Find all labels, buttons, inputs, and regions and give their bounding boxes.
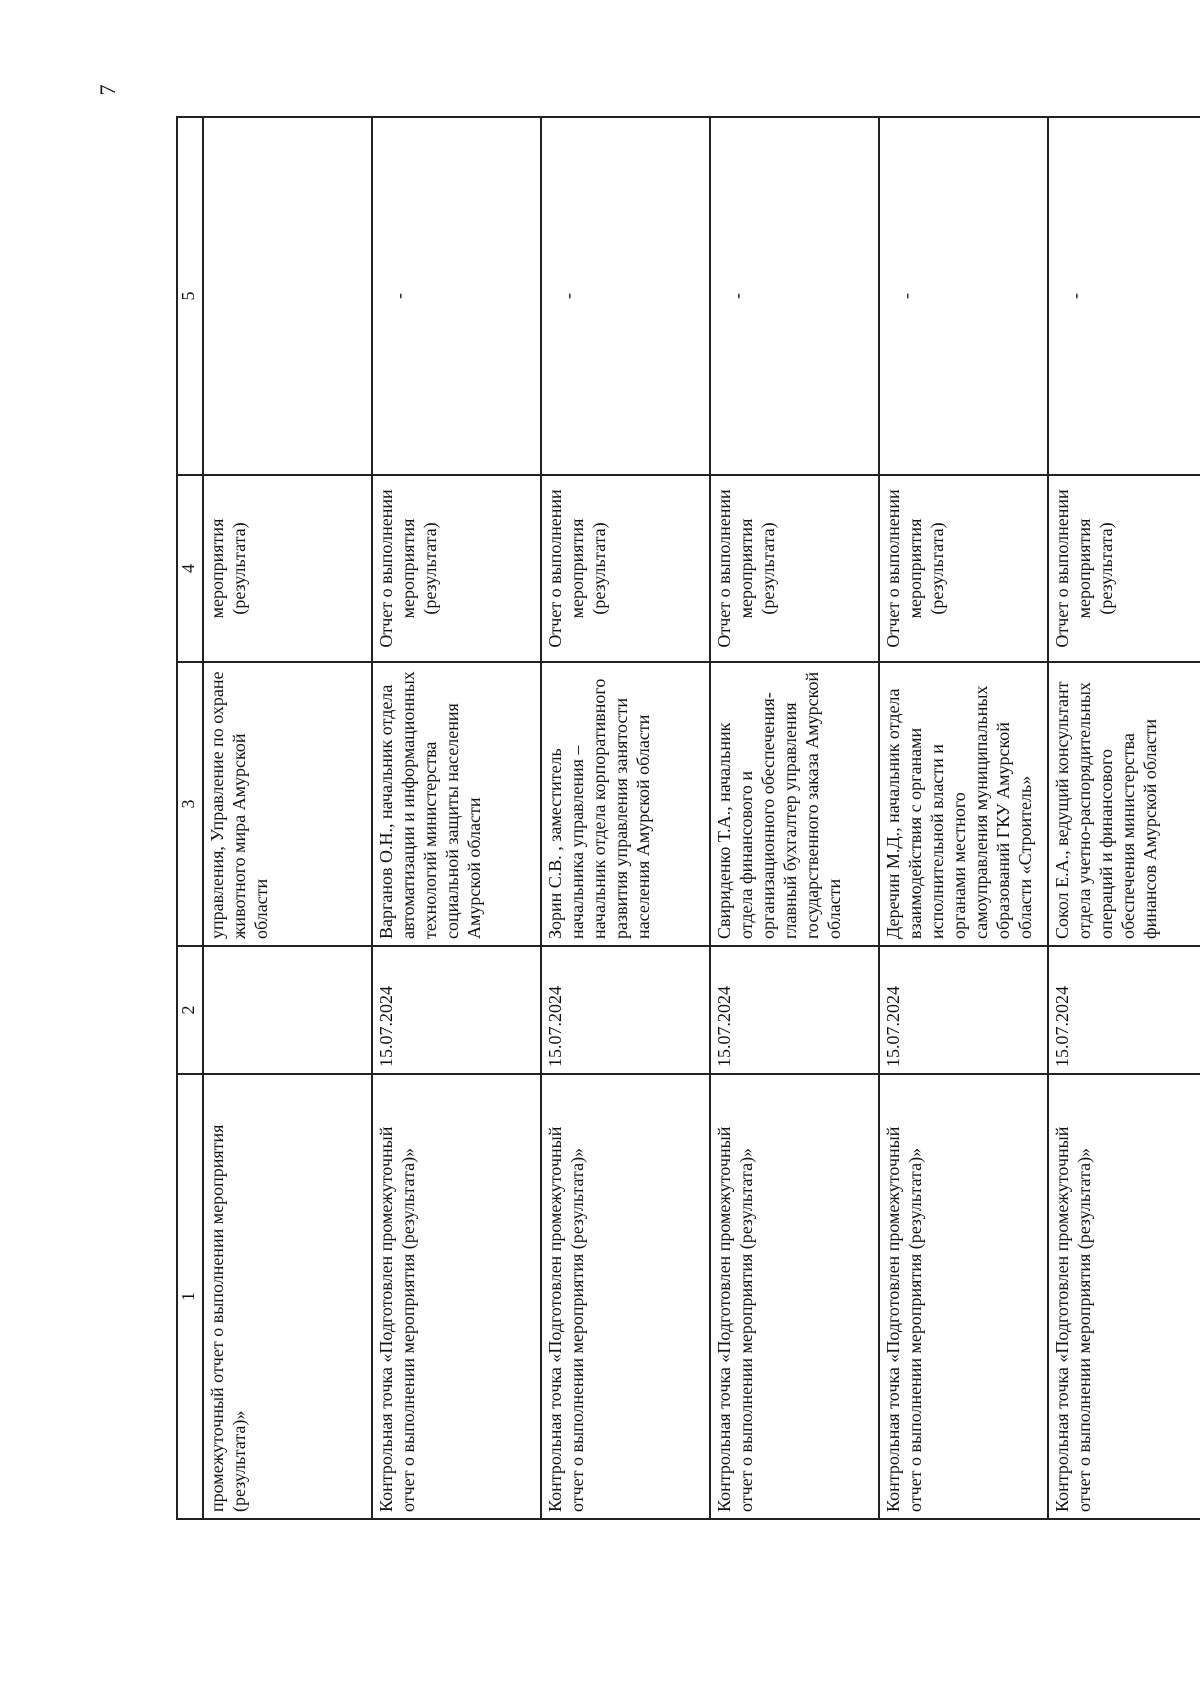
control-points-table [176, 116, 1200, 1520]
document-type: Отчет о выполнении мероприятия (результата) [710, 475, 879, 662]
table-row [372, 117, 541, 1519]
control-point-name: Контрольная точка «Подготовлен промежуточный отчет о выполнении мероприятия (результата)» [1048, 1074, 1200, 1519]
responsible-person: управления, Управление по охране животного мира Амурской области [203, 662, 372, 946]
table-row [710, 117, 879, 1519]
responsible-person: Зорин С.В. , заместитель начальника управления – начальник отдела корпоративного развития управления занятости населения Амурской области [541, 662, 710, 946]
table-header-row [177, 117, 203, 1519]
header-col-2: 2 [177, 946, 203, 1074]
table-row [879, 117, 1048, 1519]
note: - [879, 117, 1048, 475]
deadline-date: 15.07.2024 [710, 946, 879, 1074]
deadline-date: 15.07.2024 [1048, 946, 1200, 1074]
note: - [710, 117, 879, 475]
responsible-person: Варганов О.Н., начальник отдела автоматизации и информационных технологий министерства социальной защиты населения Амурской области [372, 662, 541, 946]
header-col-5: 5 [177, 117, 203, 475]
note: - [541, 117, 710, 475]
header-col-3: 3 [177, 662, 203, 946]
header-col-1: 1 [177, 1074, 203, 1519]
deadline-date: 15.07.2024 [372, 946, 541, 1074]
note: - [1048, 117, 1200, 475]
table-row [203, 117, 372, 1519]
document-type: Отчет о выполнении мероприятия (результата) [372, 475, 541, 662]
deadline-date: 15.07.2024 [541, 946, 710, 1074]
table-row [1048, 117, 1200, 1519]
document-type: мероприятия (результата) [203, 475, 372, 662]
table-container [176, 118, 1160, 1520]
control-point-name: Контрольная точка «Подготовлен промежуточный отчет о выполнении мероприятия (результата)» [541, 1074, 710, 1519]
control-point-name: Контрольная точка «Подготовлен промежуточный отчет о выполнении мероприятия (результата)» [879, 1074, 1048, 1519]
control-point-name: промежуточный отчет о выполнении мероприятия (результата)» [203, 1074, 372, 1519]
responsible-person: Деречин М.Д., начальник отдела взаимодействия с органами исполнительной власти и органами местного самоуправления муниципальных образований ГКУ Амурской области «Строитель» [879, 662, 1048, 946]
table-row [541, 117, 710, 1519]
deadline-date: 15.07.2024 [879, 946, 1048, 1074]
document-type: Отчет о выполнении мероприятия (результата) [541, 475, 710, 662]
control-point-name: Контрольная точка «Подготовлен промежуточный отчет о выполнении мероприятия (результата)» [710, 1074, 879, 1519]
page-number: 7 [95, 84, 120, 96]
control-point-name: Контрольная точка «Подготовлен промежуточный отчет о выполнении мероприятия (результата)» [372, 1074, 541, 1519]
document-type: Отчет о выполнении мероприятия (результата) [879, 475, 1048, 662]
rotated-table [176, 118, 1160, 1520]
document-type: Отчет о выполнении мероприятия (результата) [1048, 475, 1200, 662]
deadline-date [203, 946, 372, 1074]
header-col-4: 4 [177, 475, 203, 662]
note [203, 117, 372, 475]
responsible-person: Сокол Е.А., ведущий консультант отдела учетно-распорядительных операций и финансового обеспечения министерства финансов Амурской области [1048, 662, 1200, 946]
note: - [372, 117, 541, 475]
responsible-person: Свириденко Т.А., начальник отдела финансового и организационного обеспечения-главный бухгалтер управления государственного заказа Амурской области [710, 662, 879, 946]
